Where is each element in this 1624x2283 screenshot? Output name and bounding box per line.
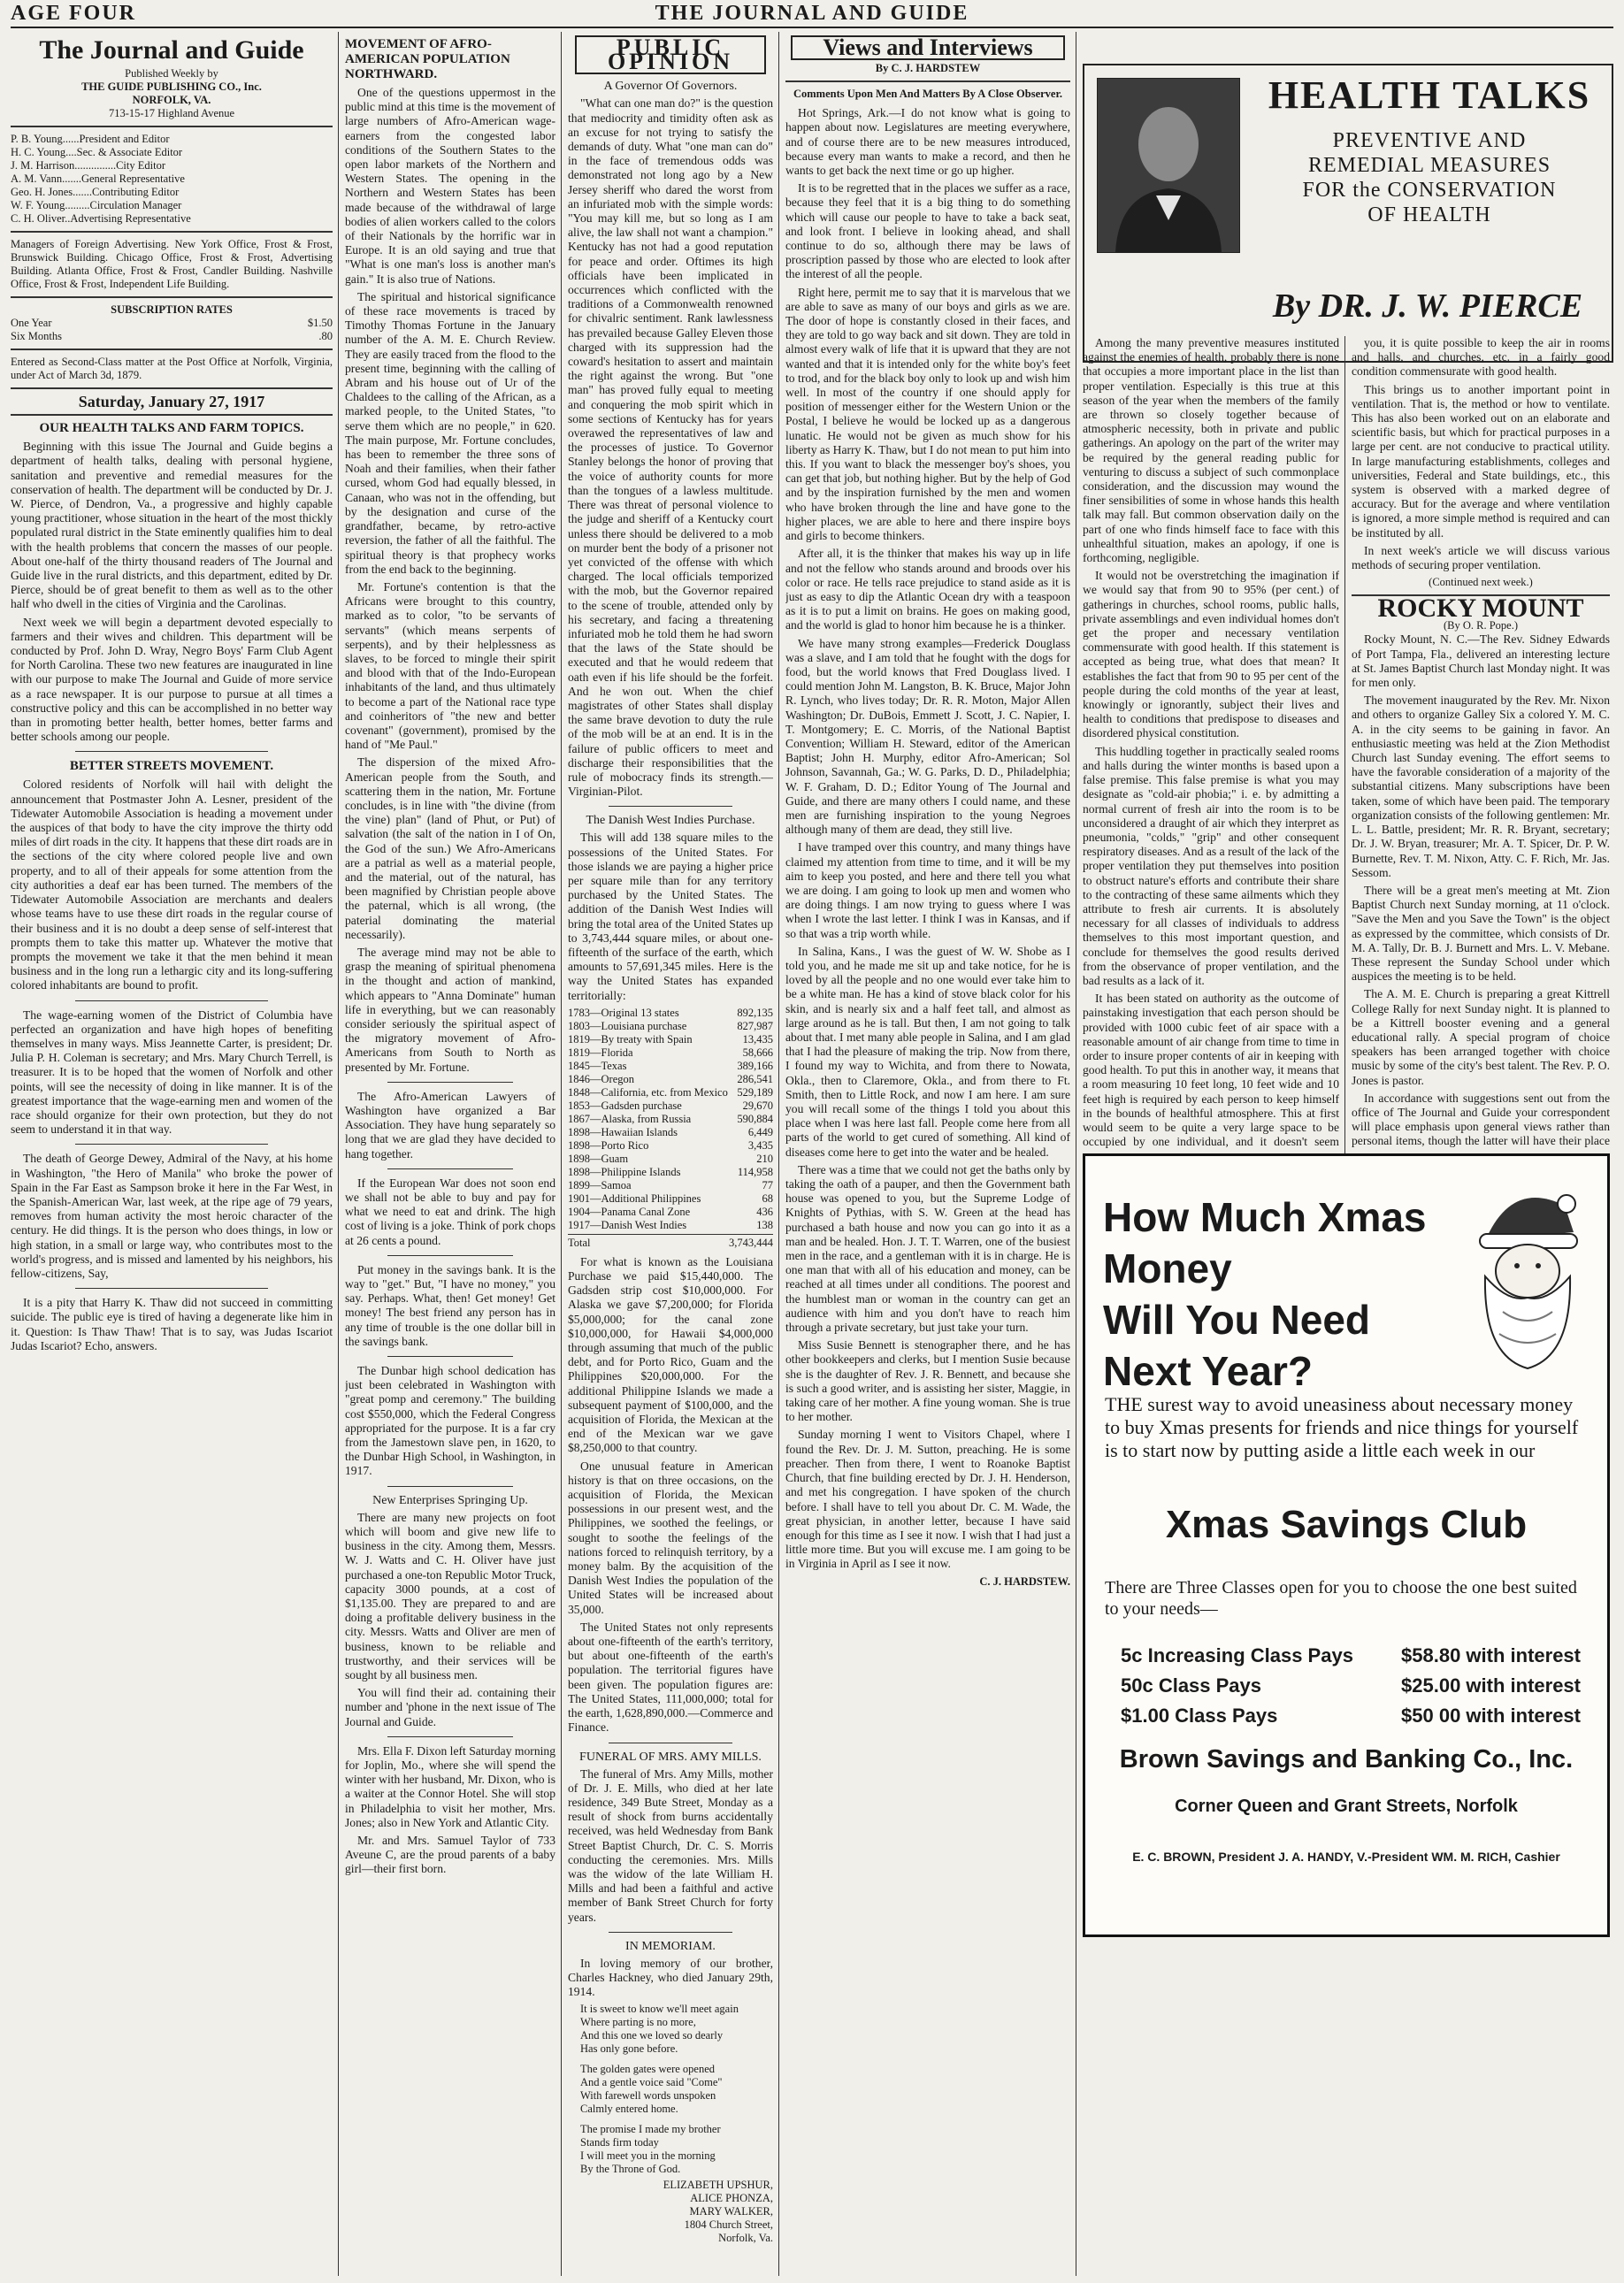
table-cell-label: 1845—Texas bbox=[568, 1059, 627, 1072]
verse-line: The golden gates were opened bbox=[580, 2063, 716, 2076]
paragraph: For what is known as the Louisiana Purchase we paid $15,440,000. The Gadsden strip cost $10,000,000. For Alaska we gave $7,200,000; for Florida $5,000,000; for the canal zone $10,000,000, for Hawaii $4,000,000 through assuming that much of the public debt, and for Porto Rico, Guam and the Philippines $20,000,000. For the additional Philippine Islands we made a subsequent payment of $100,000, and the acquisition of Florida, the Mexican at the end of the Mexican war we gave $8,250,000 to that country. bbox=[568, 1254, 773, 1455]
ad-headline-line: Next Year? bbox=[1103, 1348, 1313, 1394]
paragraph: The A. M. E. Church is preparing a great Kittrell College Rally for next Sunday night. It is planned to be a Kittrell booster evening and a general educational rally. A special program of choice speakers has been arranged together with choice music by some of the city's best talent. The Rev. P. O. Jones is pastor. bbox=[1352, 987, 1610, 1087]
signer-line: MARY WALKER, bbox=[689, 2205, 773, 2218]
verse-line: Where parting is no more, bbox=[580, 2016, 696, 2029]
column-1 bbox=[11, 32, 333, 2276]
territory-table bbox=[568, 1007, 773, 1232]
paragraph: We have many strong examples—Frederick Douglass was a slave, and I am told that he fought with the dogs for food, but the world knows that Fred Douglass lived. I could mention John M. Langston, B. K. Bruce, Major John R. Lynch, who lives today; Dr. R. R. Moton, Major Allen Washington; Dr. DuBois, Emmett J. Scott, J. C. Napier, I. T. Montgomery; E. C. Morris, of the National Baptist Convention; William H. Steward, editor of the American Baptist; John H. Murphy, editor Afro-American; Sol Johnson, Savannah, Ga.; W. G. Parks, D. D., Philadelphia; W. F. Graham, D. D.; Editor Young of The Journal and Guide, and there are many others I could name, and these men are furnishing inspiration to the young Negroes although many of them are dead, they still live. bbox=[785, 636, 1070, 837]
table-cell-value: 13,435 bbox=[742, 1032, 773, 1046]
paragraph: Mr. Fortune's contention is that the Africans were brought to this country, marked as to color, "to be servants of servants" (which means serpents of serpents), and by their helplessness as slaves, to be forced to mingle their spirit and blood with that of the Indo-European inhabitants of the land, and thus ultimately to become a part of the National race type and coinheritors of "the new and better covenant" (government), promised by the hand of "Me Paul." bbox=[345, 579, 555, 752]
paragraph: There was a time that we could not get the baths only by taking the oath of a pauper, and then the Government bath house was opened to you, but the Supreme Lodge of Knights of Pythias, with S. W. Green at the head has purchased a bath house and now you can go into it as a man and be healed. Hon. J. T. T. Warren, one of the busiest men in the race, and a gentleman with it is in charge. He is one man that with all of his education and money, can be reached at all times under all conditions. The poorest and the humblest man or woman in the country can get an audience with him and you don't have to reach him through a private secretary, but just take your turn. bbox=[785, 1162, 1070, 1335]
paragraph: The wage-earning women of the District of Columbia have perfected an organization and have high hopes of benefiting themselves in many ways. Miss Jeannette Carter, is president; Dr. Julia P. H. Coleman is secretary; and Mrs. Mary Church Terrell, is treasurer. It is to be hoped that the women of Norfolk and other points, will see the necessity of doing in like manner. It is of the greatest importance that the wage-earning men and women of the race should organize for their own protection, but they do not seem to understand it in that way. bbox=[11, 1007, 333, 1137]
table-cell-label: 1867—Alaska, from Russia bbox=[568, 1112, 692, 1125]
ad-rates bbox=[1121, 1641, 1581, 1731]
rate-amount: $25.00 with interest bbox=[1401, 1674, 1581, 1697]
paragraph: Sunday morning I went to Visitors Chapel, where I found the Rev. Dr. J. M. Sutton, preaching. He is some preacher. Then from there, I went to Roanoke Baptist Church, that fine building erected by Dr. J. H. Henderson, and met his congregation. I have spoken of the church before. I shall have to tell you about Dr. C. M. Wade, the great physician, in another letter, because I have said enough for this time as I see it now. I wish that I had just a little more time. But you will excuse me. I am going to be in Virginia in April as I see it now. bbox=[785, 1428, 1070, 1571]
table-row bbox=[568, 1060, 773, 1073]
divider bbox=[11, 414, 333, 416]
table-cell-value: 3,435 bbox=[747, 1138, 773, 1152]
table-total: Total 3,743,444 bbox=[568, 1234, 773, 1250]
table-row bbox=[568, 1139, 773, 1153]
paragraph: The movement inaugurated by the Rev. Mr. Nixon and others to organize Galley Six a colored Y. M. C. A. in the city seems to be gaining in favor. An enthusiastic meeting was held at the Zion Methodist Church last Sunday evening. The effort seems to have the favorable consideration of a majority of the substantial citizens. Many subscriptions have been taken, some of which have been paid. The temporary organization consists of the following gentlemen: Mr. L. L. Battle, president; Mr. R. R. Bryant, secretary; Dr. J. W. Bryan, treasurer; Mr. A. T. Spicer, Dr. P. W. Burnette, Rev. T. M. Nixon, Atty. C. F. Rich, Mr. Jas. Sessom. bbox=[1352, 693, 1610, 879]
paragraph: This huddling together in practically sealed rooms and halls during the winter months is based upon a false premise. This false premise is what you may designate as "cold-air phobia;" i. e. by admitting a normal current of fresh air into the room is to be unconsidered a draught of air which they interpret as pneumonia, "colds," "grip" and other consequent respiratory diseases. And as a result of the lack of the proper ventilation they put themselves into position to obstruct nature's efforts and contribute their share to the contracting of these same ailments which they attribute to fresh air currents. It is absolutely necessary for all classes of individuals to address themselves to this most important question, and conclude for themselves the good results derived from the observance of proper ventilation, and the bad results as a lack of it. bbox=[1083, 744, 1339, 987]
table-cell-label: 1917—Danish West Indies bbox=[568, 1218, 687, 1231]
divider bbox=[75, 1144, 268, 1145]
paragraph: It is a pity that Harry K. Thaw did not succeed in committing suicide. The public eye is tired of having a degenerate like him in it. Question: Is Thaw Thaw! That is to say, was Judas Iscariot Judas Iscariot? Echo, answers. bbox=[11, 1296, 333, 1352]
table-cell-value: 29,670 bbox=[742, 1099, 773, 1112]
divider bbox=[75, 1000, 268, 1001]
health-title: HEALTH TALKS bbox=[1268, 73, 1591, 117]
table-cell-value: 58,666 bbox=[742, 1046, 773, 1059]
paragraph: The Afro-American Lawyers of Washington have organized a Bar Association. They have hung separately so long that we are glad they have decided to hang together. bbox=[345, 1089, 555, 1161]
rate-amount: $50 00 with interest bbox=[1401, 1705, 1581, 1727]
masthead-title: The Journal and Guide bbox=[39, 35, 304, 65]
divider bbox=[11, 231, 333, 233]
paper-name: THE JOURNAL AND GUIDE bbox=[655, 2, 969, 25]
table-cell-value: 138 bbox=[756, 1218, 773, 1231]
masthead-line: THE GUIDE PUBLISHING CO., Inc. bbox=[81, 80, 262, 93]
paragraph: This will add 138 square miles to the possessions of the United States. For those islands we are paying a higher price per square mile than for any territory purchased by the United States. The addition of the Danish West Indies will bring the total area of the United States up to 3,743,444 square miles, or about one-fifteenth of the surface of the earth, which amounts to 57,691,345 miles. Here is the way the United States has expanded territorially: bbox=[568, 831, 773, 1002]
verse-line: And a gentle voice said "Come" bbox=[580, 2076, 723, 2089]
verse-line: Has only gone before. bbox=[580, 2042, 678, 2056]
headline: FUNERAL OF MRS. AMY MILLS. bbox=[579, 1750, 762, 1764]
table-cell-label: 1846—Oregon bbox=[568, 1072, 634, 1085]
table-cell-value: 529,189 bbox=[737, 1085, 773, 1099]
santa-claus-illustration bbox=[1459, 1179, 1591, 1374]
staff-line: Geo. H. Jones.......Contributing Editor bbox=[11, 186, 180, 198]
paragraph: It would not be overstretching the imagination if we would say that from 90 to 95% (per cent.) of gatherings in churches, school rooms, public halls, private assemblings and even individual homes don't get the proper and necessary ventilation commensurate with good health. If this statement is accepted as being true, what does that mean? It establishes the fact that from 90 to 95 per cent of the people during the cold months of the year at least, knowingly or ignorantly, subject their lives and health to conditions that predispose to diseases and disordered physical constitution. bbox=[1083, 569, 1339, 740]
health-author: By DR. J. W. PIERCE bbox=[1272, 287, 1583, 325]
ad-classes: There are Three Classes open for you to choose the one best suited to your needs— bbox=[1105, 1578, 1577, 1619]
table-cell-value: 436 bbox=[756, 1205, 773, 1218]
divider bbox=[11, 349, 333, 350]
paragraph: There are many new projects on foot which will boom and give new life to business in the city. Among them, Messrs. W. J. Watts and C. H. Oliver have just purchased a one-ton Republic Motor Truck, capacity 3000 pounds, at a cost of $1,135.00. They are prepared to and are doing a profitable delivery business in the city. Messrs. Watts and Oliver are men of business, known to be reliable and trustworthy, and their services will be sought by all business men. bbox=[345, 1510, 555, 1682]
page-number: AGE FOUR bbox=[11, 2, 136, 25]
table-cell-label: 1848—California, etc. from Mexico bbox=[568, 1085, 728, 1099]
santa-icon bbox=[1459, 1179, 1591, 1374]
views-banner: Views and Interviews bbox=[791, 35, 1065, 60]
table-row bbox=[568, 1179, 773, 1192]
paragraph: Right here, permit me to say that it is marvelous that we are able to save as many of our boys and girls as we are. The door of hope is constantly closed in their faces, and they are told to go way back and sit down. They are told in almost every walk of life that it is upward that they are not wanted and that it is intended only for the white boy's feet to trod, and for the black boy only to look up and wish him well. In most of the country if one should apply for position of messenger either for the Western Union or the Postal, I believe he would be locked up as a dangerous lunatic. He would not be given as much show for his liberty as Harry K. Thaw, but I do not mean to put him into this. If you want to black the messenger boy's shoes, you can get that job, but nothing higher. But by the help of God and by the inspiration furnished by the men and women who have broken through the line and have gone to the higher places, we are able to here and there inspire boys and girls to become thinkers. bbox=[785, 285, 1070, 543]
paragraph: you, it is quite possible to keep the air in rooms and halls, and churches, etc. in a fairly good condition commensurate with good health. bbox=[1352, 336, 1610, 379]
signer-line: 1804 Church Street, bbox=[684, 2218, 773, 2232]
column-2 bbox=[345, 32, 555, 2276]
paragraph: "What can one man do?" is the question that mediocrity and timidity often ask as an excuse for not trying to satisfy the demands of duty. What "one man can do" in the face of tremendous odds was demonstrated not long ago by a New Jersey sheriff who dared the worst from an infuriated mob with the simple words: "You may kill me, but so long as I am alive, the law shall not want a champion." Kentucky has not had a good reputation for peace and order. Oftimes its high officials have been implicated in occurrences which conflicted with the traditions of a Commonwealth renowned for chivalric sentiment. Rank lawlessness has prevailed because Galley Eleven those charged with its suppression had the coward's hesitation to assert and maintain the right against the wrong. But "one man" has proved fully equal to meeting and conquering the mob spirit which in some sections of Kentucky has for years overawed the representatives of law and the processes of justice. To Governor Stanley belongs the honor of proving that the voice of authority counts for more than the tongues of a lawless multitude. There was threat of personal violence to the judge and sheriff of a Kentucky court unless there should be delivered to a mob on murder bent the body of a prisoner not yet convicted of the offense with which charged. The local officials temporized with the mob, but the Governor repaired to the scene of trouble, attended only by his secretary, and facing a threatening infuriated mob he told them he had sworn that the laws of the State should be executed and that he would redeem that oath even if his life should be the forfeit. And he won out. When the chief magistrates of other States shall display the same brave devotion to duty the rule of the mob will be at an end. It is in the failure of public officers to meet and discharge their responsibilities that the rule of mobocracy finds its strength.—Virginian-Pilot. bbox=[568, 96, 773, 799]
paragraph: The funeral of Mrs. Amy Mills, mother of Dr. J. E. Mills, who died at her late residence, 349 Bute Street, Monday as a result of shock from burns accidentally received, was held Wednesday from Bank Street Baptist Church, Dr. C. S. Morris conducting the ceremonies. Mrs. Mills was the widow of the late William H. Mills and had been a faithful and active member of Bank Street Church for forty years. bbox=[568, 1766, 773, 1924]
byline: By C. J. HARDSTEW bbox=[875, 62, 981, 75]
verse-line: And this one we loved so dearly bbox=[580, 2029, 724, 2042]
rocky-mount-title: ROCKY MOUNT bbox=[1377, 594, 1584, 624]
headline: OUR HEALTH TALKS AND FARM TOPICS. bbox=[39, 421, 304, 436]
table-row bbox=[568, 1099, 773, 1113]
table-row bbox=[568, 1219, 773, 1232]
table-row bbox=[568, 1153, 773, 1166]
table-cell-value: 590,884 bbox=[737, 1112, 773, 1125]
paragraph: Hot Springs, Ark.—I do not know what is going to happen about now. Legislatures are meeting everywhere, and of course there are to be new measures introduced, because every man wants to make a record, and then he wants to get back the next time or go up higher. bbox=[785, 106, 1070, 178]
paragraph: One of the questions uppermost in the public mind at this time is the movement of large numbers of Afro-American wage-earners from the congested labor conditions of the Southern States to the open labor markets of the Northern and Western States. The opening in the Northern and Western States has been made because of the withdrawal of large bodies of alien workers called to the colors of their Nationals by the horrific war in Europe. It is an old saying and true that "What is one man's loss is another man's gain." It is also true of Nations. bbox=[345, 86, 555, 286]
health-talks-box bbox=[1083, 64, 1613, 363]
table-cell-value: 827,987 bbox=[737, 1019, 773, 1032]
signer-line: Norfolk, Va. bbox=[718, 2232, 773, 2245]
table-cell-label: 1783—Original 13 states bbox=[568, 1006, 679, 1019]
ad-club-name: Xmas Savings Club bbox=[1165, 1503, 1528, 1546]
table-row bbox=[568, 1020, 773, 1033]
ad-headline bbox=[1103, 1191, 1457, 1397]
doctor-portrait bbox=[1097, 78, 1240, 253]
paragraph: It is to be regretted that in the places we suffer as a race, because they feel that it is a big thing to do something which will cause our people to have to take a back seat, and look front. I believe in looking ahead, and shall continue to do so, although there may be laws of proscription passed by those who are elected to look after the interest of all the people. bbox=[785, 181, 1070, 281]
staff-line: P. B. Young......President and Editor bbox=[11, 133, 170, 145]
paragraph: Beginning with this issue The Journal and Guide begins a department of health talks, dealing with personal hygiene, sanitation and preventive and remedial measures for the conservation of health. The department will be conducted by Dr. J. W. Pierce, of Dendron, Va., a progressive and highly capable young practitioner, whose situation in the heart of the most thickly populated rural district in the State eminently qualifies him to deal with the health problems that concern the masses of our people. About one-half of the thirty thousand readers of The Journal and Guide live in the rural districts, and this department, edited by Dr. Pierce, should be of great benefit to them as well as to the other half who dwell in the cities of Virginia and the Carolinas. bbox=[11, 440, 333, 611]
column-5 bbox=[1083, 336, 1339, 1150]
verse-line bbox=[568, 2056, 773, 2063]
subscription-row: One Year $1.50 bbox=[11, 317, 333, 329]
divider bbox=[387, 1356, 514, 1357]
staff-line: J. M. Harrison...............City Editor bbox=[11, 159, 165, 172]
table-cell-label: 1853—Gadsden purchase bbox=[568, 1099, 682, 1112]
headline: New Enterprises Springing Up. bbox=[372, 1493, 528, 1507]
table-row bbox=[568, 1166, 773, 1179]
issue-date: Saturday, January 27, 1917 bbox=[78, 393, 265, 410]
rate-class: $1.00 Class Pays bbox=[1121, 1705, 1278, 1727]
column-rule bbox=[338, 32, 339, 2276]
signer-line: ELIZABETH UPSHUR, bbox=[663, 2179, 773, 2192]
table-row bbox=[568, 1126, 773, 1139]
paragraph: I have tramped over this country, and many things have claimed my attention from time to time, and it will be my aim to keep you posted, and here and there tell you what we are doing. I am going to look up men and women who are doing things. I am now trying to guess where I was when I wrote the last letter. I think I was in Kansas, and if so that was a trip worth while. bbox=[785, 840, 1070, 940]
bank-name: Brown Savings and Banking Co., Inc. bbox=[1119, 1745, 1574, 1774]
table-cell-label: 1898—Porto Rico bbox=[568, 1138, 649, 1152]
foreign-advertising: Managers of Foreign Advertising. New York Office, Frost & Frost, Brunswick Building. Chicago Office, Frost & Frost, Advertising Building. Atlanta Office, Frost & Frost, Candler Building. Nashville Office, Frost & Frost, Independent Life Building. bbox=[11, 238, 333, 290]
staff-line: A. M. Vann.......General Representative bbox=[11, 172, 185, 185]
paragraph: If the European War does not soon end we shall not be able to buy and pay for what we need to eat and drink. The high cost of living is a joke. Think of pork chops at 26 cents a pound. bbox=[345, 1176, 555, 1247]
headline: IN MEMORIAM. bbox=[625, 1939, 716, 1953]
table-cell-value: 77 bbox=[762, 1178, 773, 1191]
column-3 bbox=[568, 32, 773, 2276]
masthead-line: NORFOLK, VA. bbox=[132, 94, 211, 106]
verse-line: Calmly entered home. bbox=[580, 2103, 678, 2116]
table-cell-value: 68 bbox=[762, 1191, 773, 1205]
public-opinion-banner: PUBLIC OPINION bbox=[575, 35, 766, 74]
verse-line: Stands firm today bbox=[580, 2136, 659, 2149]
paragraph: Mrs. Ella F. Dixon left Saturday morning for Joplin, Mo., where she will spend the winter with her husband, Mr. Dixon, who is a waiter at the Connor Hotel. She will stop in Philadelphia to visit her mother, Mrs. Jones; also in New York and Atlantic City. bbox=[345, 1743, 555, 1829]
paragraph: The Dunbar high school dedication has just been celebrated in Washington with "great pomp and ceremony." The building cost $550,000, which the Federal Congress appropriated for the purpose. It is a far cry from the Jamestown slave pen, in 1620, to the Dunbar High School, in Washington, in 1917. bbox=[345, 1364, 555, 1478]
divider bbox=[75, 1288, 268, 1289]
rate-row bbox=[1121, 1701, 1581, 1731]
paragraph: This brings us to another important point in ventilation. That is, the method or how to ventilate. This has also been worked out on an elaborate and scientific basis, but which for practical purposes in a large per cent. are not conducive to practical utility. In large manufacturing establishments, colleges and universities, Federal and State buildings, etc., this system is observed with a marked degree of accuracy. But for the average and where ventilation is ignored, a more simple method is required and can be instituted by all. bbox=[1352, 382, 1610, 540]
divider bbox=[609, 806, 732, 807]
paragraph: It has been stated on authority as the outcome of painstaking investigation that each person should be provided with 1000 cubic feet of air space with a reasonable amount of air change from time to time in order to insure proper contents of air in keeping with good health. To put this in another way, it means that a room measuring 10 feet long, 10 feet wide and 10 feet high is required by each person to keep himself in the bounds of healthful atmosphere. This at first would seem to be quite a very large space to be occupied by one individual, and it doesn't seem bbox=[1083, 992, 1339, 1149]
rate-class: 5c Increasing Class Pays bbox=[1121, 1644, 1353, 1666]
paragraph: You will find their ad. containing their number and 'phone in the next issue of The Journal and Guide. bbox=[345, 1686, 555, 1728]
paragraph: In Salina, Kans., I was the guest of W. W. Shobe as I told you, and he made me sit up and take notice, for he is loved by all the people and no one would ever take him to be a white man. He has a kind of stove black color for his skin, and is nearly six and a half feet tall, and almost as large around as he is tall. But then, I am not going to talk about that. I met many able people in Salina, and I am glad that I had the pleasure of making the trip. Now from there, I found my way to Wichita, and from there to Nowata, Okla., then to Claremore, Okla., and from there to Ft. Smith, then to Little Rock, and now I am here. I am sure you will recall some of the things I told you about this place when I was here last fall. People come here from all parts of the world to get cured of something. All kind of diseases come here to get into the water and be healed. bbox=[785, 944, 1070, 1159]
table-cell-label: 1803—Louisiana purchase bbox=[568, 1019, 687, 1032]
subscription-row: Six Months .80 bbox=[11, 330, 333, 342]
signer-line: ALICE PHONZA, bbox=[690, 2192, 773, 2205]
table-row bbox=[568, 1007, 773, 1020]
column-6 bbox=[1352, 336, 1610, 1150]
entered-notice: Entered as Second-Class matter at the Post Office at Norfolk, Virginia, under Act of March 3d, 1879. bbox=[11, 356, 333, 381]
table-row bbox=[568, 1086, 773, 1099]
paragraph: One unusual feature in American history is that on three occasions, on the acquisition of Florida, the Mexican possessions in our present west, and the Philippines, we soothed the feelings, or sought to soothe the feelings of the nations forced to relinquish territory, by a money balm. By the acquisition of the Danish West Indies the population of the United States will be increased about 35,000. bbox=[568, 1459, 773, 1616]
bank-officers: E. C. BROWN, President J. A. HANDY, V.-President WM. M. RICH, Cashier bbox=[1132, 1850, 1560, 1864]
paragraph: There will be a great men's meeting at Mt. Zion Baptist Church next Sunday morning, at 11 o'clock. "Save the Men and you Save the Town" is the object as expressed by the committee, which consists of Dr. M. A. Tally, Dr. B. J. Burnett and Mrs. L. V. Mebane. These represent the Sunday School under which auspices the meeting is to be held. bbox=[1352, 883, 1610, 984]
table-cell-value: 892,135 bbox=[737, 1006, 773, 1019]
memorial-verse bbox=[568, 2003, 773, 2176]
memorial-signers bbox=[568, 2179, 773, 2245]
paragraph: The United States not only represents about one-fifteenth of the earth's territory, but about one-fifteenth of the earth's population. The territorial figures have been given. The population figures are: The United States, 111,000,000; total for the earth, 1,628,890,000.—Commerce and Finance. bbox=[568, 1620, 773, 1735]
ad-headline-line: How Much Xmas Money bbox=[1103, 1194, 1427, 1291]
verse-line: By the Throne of God. bbox=[580, 2163, 681, 2176]
paragraph: Rocky Mount, N. C.—The Rev. Sidney Edwards of Port Tampa, Fla., delivered an interesting lecture at St. James Baptist Church last Monday night. It was for men only. bbox=[1352, 632, 1610, 690]
paragraph: The dispersion of the mixed Afro-American people from the South, and scattering them in the nation, Mr. Fortune concludes, is in line with "the divine (from the vine) plan" (land of Phut, or Put) of salvation (the salt of the nation in I of On, the God of the sun.) We Afro-Americans are a patrial as well as a material people, and the material, out of the natural, has been magnified by Christian people above the paternal, which is all wrong, (the paterial dominating the material necessarily). bbox=[345, 755, 555, 941]
health-heading bbox=[1252, 73, 1606, 227]
verse-line bbox=[568, 2116, 773, 2123]
table-row bbox=[568, 1073, 773, 1086]
paragraph: The spiritual and historical significance of these race movements is traced by Timothy Thomas Fortune in the January number of the A. M. E. Church Review. They are easily traced from the flood to the present time, beginning with the calling of Abram and his house out of Ur of the Chaldees to the calling of the African, as a marked people, to the United States, "to serve them which are no people," in 620. The main purpose, Mr. Fortune concludes, has been to remember the three sons of Noah and their families, when their father cursed, whom God had equally blessed, in Canaan, who was not in the offending, but by the designation and curse of the grandfather, became, by retro-active reversion, the father of all the faithful. The spiritual theory is that prophecy works from the end back to the beginning. bbox=[345, 289, 555, 576]
subscription-title: SUBSCRIPTION RATES bbox=[111, 303, 233, 316]
paragraph: The average mind may not be able to grasp the meaning of spiritual phenomena in the thought and action of mankind, which appears to "Anna Dominate" human life in everything, but we can reasonably consider seriously the spiritual aspect of the migratory movement of Afro-Americans from South to North as presented by Mr. Fortune. bbox=[345, 945, 555, 1074]
column-rule bbox=[778, 32, 779, 2276]
divider bbox=[387, 1082, 514, 1083]
paragraph: Colored residents of Norfolk will hail with delight the announcement that Postmaster John A. Lesner, president of the Tidewater Automobile Association is heading a movement under the auspices of that body to have the city improve the thirty odd miles of dirt roads in the city. It happens that these dirt roads are in the sections of the city where colored people live and own property, and to all of their appeals for some attention from the city authorities a deaf ear has been turned. The members of the Tidewater Automobile Association are merchants and dealers whose teams have to use these dirt roads in the regular course of their business and it is no doubt a deep sense of self-interest that prompts them to take this matter up. Whatever the motive that prompts the movement we take it that the men behind it mean business and in the long run a lethargic city and its long-suffering colored inhabitants are bound to profit. bbox=[11, 778, 333, 992]
table-row bbox=[568, 1113, 773, 1126]
verse-line: I will meet you in the morning bbox=[580, 2149, 716, 2163]
rate-amount: $58.80 with interest bbox=[1401, 1644, 1581, 1666]
verse-line: It is sweet to know we'll meet again bbox=[580, 2003, 739, 2016]
table-cell-label: 1899—Samoa bbox=[568, 1178, 632, 1191]
paragraph: Among the many preventive measures instituted against the enemies of health, probably there is none that occupies a more important place in the list than proper ventilation. Especially is this true at this season of the year when the members of the family are thrown so closely together because of atmospheric necessity, both in private and public gatherings. An apology on the part of the writer may be required by the general reading public for venturing to discuss a subject of such commonplace consideration, and the discussion may wound the finer sensibilities of some in whose hands this health talk may fall. But common observation daily on the part of one who finds himself face to face with this unhealthful situation, makes an apology, if one is forthcoming, negligible. bbox=[1083, 336, 1339, 565]
paragraph: Mr. and Mrs. Samuel Taylor of 733 Aveune C, are the proud parents of a baby girl—their first born. bbox=[345, 1833, 555, 1876]
table-row bbox=[568, 1046, 773, 1060]
divider bbox=[387, 1168, 514, 1169]
column-rule bbox=[561, 32, 562, 2276]
savings-club-ad bbox=[1083, 1153, 1610, 1937]
table-row bbox=[568, 1206, 773, 1219]
paragraph: Miss Susie Bennett is stenographer there, and he has other bookkeepers and clerks, but I mention Susie because she is the daughter of Rev. J. R. Bennett, and because she is such a good writer, and is assisting her sister, Maggie, in taking care of her mother. A fine young woman. She is true to her mother. bbox=[785, 1338, 1070, 1424]
ad-body: THE surest way to avoid uneasiness about necessary money to buy Xmas presents for friends and nice things for yourself is to start now by putting aside a little each week in our bbox=[1105, 1393, 1579, 1461]
running-head bbox=[11, 0, 1613, 28]
table-cell-label: 1819—By treaty with Spain bbox=[568, 1032, 693, 1046]
bank-address: Corner Queen and Grant Streets, Norfolk bbox=[1175, 1797, 1518, 1816]
verse-line: With farewell words unspoken bbox=[580, 2089, 716, 2103]
headline: MOVEMENT OF AFRO-AMERICAN POPULATION NORTHWARD. bbox=[345, 37, 510, 81]
columns bbox=[11, 32, 1613, 2276]
table-cell-label: 1819—Florida bbox=[568, 1046, 633, 1059]
table-cell-label: 1904—Panama Canal Zone bbox=[568, 1205, 691, 1218]
paragraph: The death of George Dewey, Admiral of the Navy, at his home in Washington, "the Hero of Manila" who broke the power of Spain in the Far East as Sampson broke it here in the Far West, in the Spanish-American War, last week, at the ripe age of 79 years, removes from human activity the most heroic character of the century. He did things. It is the person who does things, in low or high station, in a small or large way, who contributes most to the world's progress, and is missed and lamented by his neighbors, his fellow-citizens, Say, bbox=[11, 1152, 333, 1280]
headline: The Danish West Indies Purchase. bbox=[586, 814, 755, 828]
ad-headline-line: Will You Need bbox=[1103, 1297, 1371, 1343]
staff-line: H. C. Young....Sec. & Associate Editor bbox=[11, 146, 183, 158]
table-cell-label: 1898—Philippine Islands bbox=[568, 1165, 681, 1178]
portrait-image bbox=[1098, 79, 1239, 252]
table-cell-label: 1898—Guam bbox=[568, 1152, 629, 1165]
continued-note: (Continued next week.) bbox=[1429, 576, 1533, 589]
table-cell-value: 6,449 bbox=[747, 1125, 773, 1138]
table-row bbox=[568, 1033, 773, 1046]
table-row bbox=[568, 1192, 773, 1206]
divider bbox=[11, 126, 333, 127]
divider bbox=[11, 387, 333, 389]
table-cell-label: 1901—Additional Philippines bbox=[568, 1191, 701, 1205]
health-subtitle: PREVENTIVE AND REMEDIAL MEASURES FOR the CONSERVATION OF HEALTH bbox=[1302, 129, 1557, 226]
divider bbox=[387, 1736, 514, 1737]
rate-class: 50c Class Pays bbox=[1121, 1674, 1262, 1697]
table-cell-label: 1898—Hawaiian Islands bbox=[568, 1125, 678, 1138]
headline: BETTER STREETS MOVEMENT. bbox=[69, 759, 274, 774]
table-cell-value: 389,166 bbox=[737, 1059, 773, 1072]
column-rule bbox=[1344, 336, 1345, 1153]
headline: A Governor Of Governors. bbox=[603, 80, 738, 94]
staff-line: W. F. Young.........Circulation Manager bbox=[11, 199, 182, 211]
divider bbox=[75, 751, 268, 752]
staff-line: C. H. Oliver..Advertising Representative bbox=[11, 212, 191, 225]
rocky-mount-byline: (By O. R. Pope.) bbox=[1443, 619, 1519, 632]
rate-row bbox=[1121, 1641, 1581, 1671]
divider bbox=[387, 1486, 514, 1487]
paragraph: Put money in the savings bank. It is the way to "get." But, "I have no money," you say. Perhaps. What, then! Get money! Get money! The best friend any person has in any time of trouble is the one dollar bill in the savings bank. bbox=[345, 1262, 555, 1348]
divider bbox=[11, 296, 333, 298]
paragraph: In loving memory of our brother, Charles Hackney, who died January 29th, 1914. bbox=[568, 1956, 773, 1999]
rate-row bbox=[1121, 1671, 1581, 1701]
paragraph: Next week we will begin a department devoted especially to farmers and their wives and children. This department will be conducted by Prof. John D. Wray, Negro Boys' Farm Club Agent for North Carolina. These two new features are inaugurated in line with our purpose to make The Journal and Guide of more service as a race newspaper. It is our purpose to pursue at all times a constructive policy and this can be accomplished in no better way than in promoting better health, better homes, better farms and better schools among our people. bbox=[11, 615, 333, 744]
author-signature: C. J. HARDSTEW. bbox=[979, 1574, 1070, 1588]
divider bbox=[785, 80, 1070, 82]
verse-line: The promise I made my brother bbox=[580, 2123, 721, 2136]
paragraph: In accordance with suggestions sent out from the office of The Journal and Guide your correspondent will place emphasis upon general views rather than personal items, though the latter will have their place bbox=[1352, 1091, 1610, 1148]
column-4 bbox=[785, 32, 1070, 2276]
paragraph: In next week's article we will discuss various methods of securing proper ventilation. bbox=[1352, 543, 1610, 572]
divider bbox=[387, 1255, 514, 1256]
subheadline: Comments Upon Men And Matters By A Close Observer. bbox=[793, 88, 1063, 101]
paragraph: After all, it is the thinker that makes his way up in life and not the fellow who stands around and broods over his color or race. He tells race prejudice to stand aside as it is just as easy to dip the Atlantic Ocean dry with a teaspoon as it is to put a limit on brains. He goes on making good, and the world is glad to honor him because he is a thinker. bbox=[785, 547, 1070, 632]
table-cell-value: 114,958 bbox=[737, 1165, 773, 1178]
table-cell-value: 210 bbox=[756, 1152, 773, 1165]
masthead-line: 713-15-17 Highland Avenue bbox=[108, 107, 235, 119]
table-cell-value: 286,541 bbox=[737, 1072, 773, 1085]
divider bbox=[609, 1932, 732, 1933]
masthead-line: Published Weekly by bbox=[125, 67, 218, 80]
